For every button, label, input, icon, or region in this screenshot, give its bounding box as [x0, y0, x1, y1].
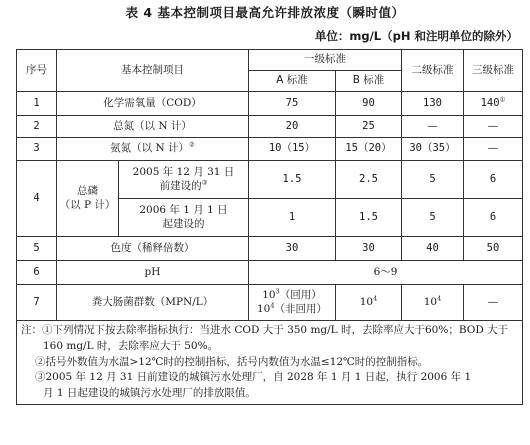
power-exp: 3: [275, 287, 280, 296]
value-a: 30: [249, 237, 336, 261]
seq-cell: 4: [17, 161, 57, 237]
item-cell: [57, 138, 249, 161]
seq-cell: 7: [17, 285, 57, 321]
value-a-line: [249, 303, 335, 316]
value-b: 15（20）: [336, 138, 402, 161]
header-row-1: [17, 50, 523, 71]
group-line: （以 P 计）: [59, 198, 116, 211]
note-3: ③2005 年 12 月 31 日前建设的城镇污水处理厂，自 2028 年 1 月 1 日起，执行 2006 年 1: [35, 371, 472, 384]
value-a: 20: [249, 116, 336, 138]
notes-cell: [17, 321, 523, 405]
value-level3: —: [464, 116, 523, 138]
power-base: 10: [256, 302, 271, 315]
power-base: 10: [423, 295, 438, 308]
item-cell: 粪大肠菌群数（MPN/L）: [57, 285, 249, 321]
group-line: 总磷: [77, 185, 98, 198]
table-row: [17, 261, 523, 285]
sub-item-line: [119, 180, 248, 193]
header-b: B 标准: [336, 71, 402, 92]
header-level3: 三级标准: [464, 50, 523, 92]
value-b: 30: [336, 237, 402, 261]
footnote-ref: ②: [189, 140, 195, 149]
item-cell: pH: [57, 261, 249, 285]
header-seq: 序号: [17, 50, 57, 92]
value-level3-text: 140: [480, 96, 500, 109]
seq-cell: 5: [17, 237, 57, 261]
header-level1: 一级标准: [249, 50, 402, 71]
seq-cell: 6: [17, 261, 57, 285]
power-exp: 4: [437, 294, 442, 303]
table-row: [17, 285, 523, 321]
value-b: 2.5: [336, 161, 402, 199]
footnote-ref: ③: [201, 178, 208, 186]
value-b: [336, 285, 402, 321]
table-title: 表 4 基本控制项目最高允许排放浓度（瞬时值）: [125, 5, 405, 20]
ph-value: 6～9: [249, 261, 523, 285]
value-a: 10（15）: [249, 138, 336, 161]
sub-item-line: 2005 年 12 月 31 日: [132, 166, 235, 179]
sub-item-line: 起建设的: [162, 217, 205, 230]
value-level3: 6: [464, 161, 523, 199]
value-a-note: （回用）: [279, 289, 322, 302]
value-level3: —: [464, 138, 523, 161]
value-a-note: （非回用）: [274, 302, 327, 315]
value-level2: 5: [402, 199, 464, 237]
table-row: [17, 92, 523, 116]
value-a-line: [249, 289, 335, 302]
value-level3: [464, 92, 523, 116]
power-exp: 4: [373, 294, 378, 303]
value-level2: 40: [402, 237, 464, 261]
item-cell: 总氮（以 N 计）: [57, 116, 249, 138]
unit-note: 单位：mg/L（pH 和注明单位的除外）: [314, 29, 518, 43]
value-a: [249, 285, 336, 321]
value-level2: 5: [402, 161, 464, 199]
value-a: 1.5: [249, 161, 336, 199]
header-level2: 二级标准: [402, 50, 464, 92]
footnote-ref: ①: [499, 95, 506, 104]
value-b: 1.5: [336, 199, 402, 237]
value-level3: 6: [464, 199, 523, 237]
table-row: [17, 237, 523, 261]
value-level3: 50: [464, 237, 523, 261]
item-label: 化学需氧量（COD）: [103, 96, 202, 109]
sub-item-line: 2006 年 1 月 1 日: [139, 204, 228, 217]
value-b: 25: [336, 116, 402, 138]
seq-cell: 1: [17, 92, 57, 116]
sub-item-text: 前建设的: [159, 179, 202, 192]
group-cell: [57, 161, 119, 237]
sub-item-cell: [119, 161, 249, 199]
header-a: A 标准: [249, 71, 336, 92]
note-3-cont: 月 1 日起建设的城镇污水处理厂的排放限值。: [43, 387, 256, 399]
value-level3: —: [464, 285, 523, 321]
power-base: 10: [359, 295, 374, 308]
table-row: [17, 161, 523, 199]
table-row: [17, 138, 523, 161]
value-level2: [402, 285, 464, 321]
power-exp: 4: [270, 301, 275, 309]
seq-cell: 3: [17, 138, 57, 161]
note-2: ②括号外数值为水温>12℃时的控制指标，括号内数值为水温≤12℃时的控制指标。: [35, 355, 429, 368]
note-1: 注：①下列情况下按去除率指标执行：当进水 COD 大于 350 mg/L 时，去除率应大于60%；BOD 大于: [21, 324, 509, 336]
value-a: 75: [249, 92, 336, 116]
item-cell: [57, 92, 249, 116]
table-row: [17, 116, 523, 138]
item-cell: 色度（稀释倍数）: [57, 237, 249, 261]
item-label: 氨氮（以 N 计）: [110, 142, 190, 155]
note-1-cont: 160 mg/L 时，去除率应大于 50%。: [43, 339, 219, 352]
value-level2: 130: [402, 92, 464, 116]
header-item: 基本控制项目: [57, 50, 249, 92]
seq-cell: 2: [17, 116, 57, 138]
value-level2: —: [402, 116, 464, 138]
notes-row: [17, 321, 523, 405]
sub-item-cell: [119, 199, 249, 237]
value-b: 90: [336, 92, 402, 116]
value-a: 1: [249, 199, 336, 237]
power-base: 10: [262, 289, 276, 302]
value-level2: 30（35）: [402, 138, 464, 161]
standards-table: [16, 49, 523, 405]
